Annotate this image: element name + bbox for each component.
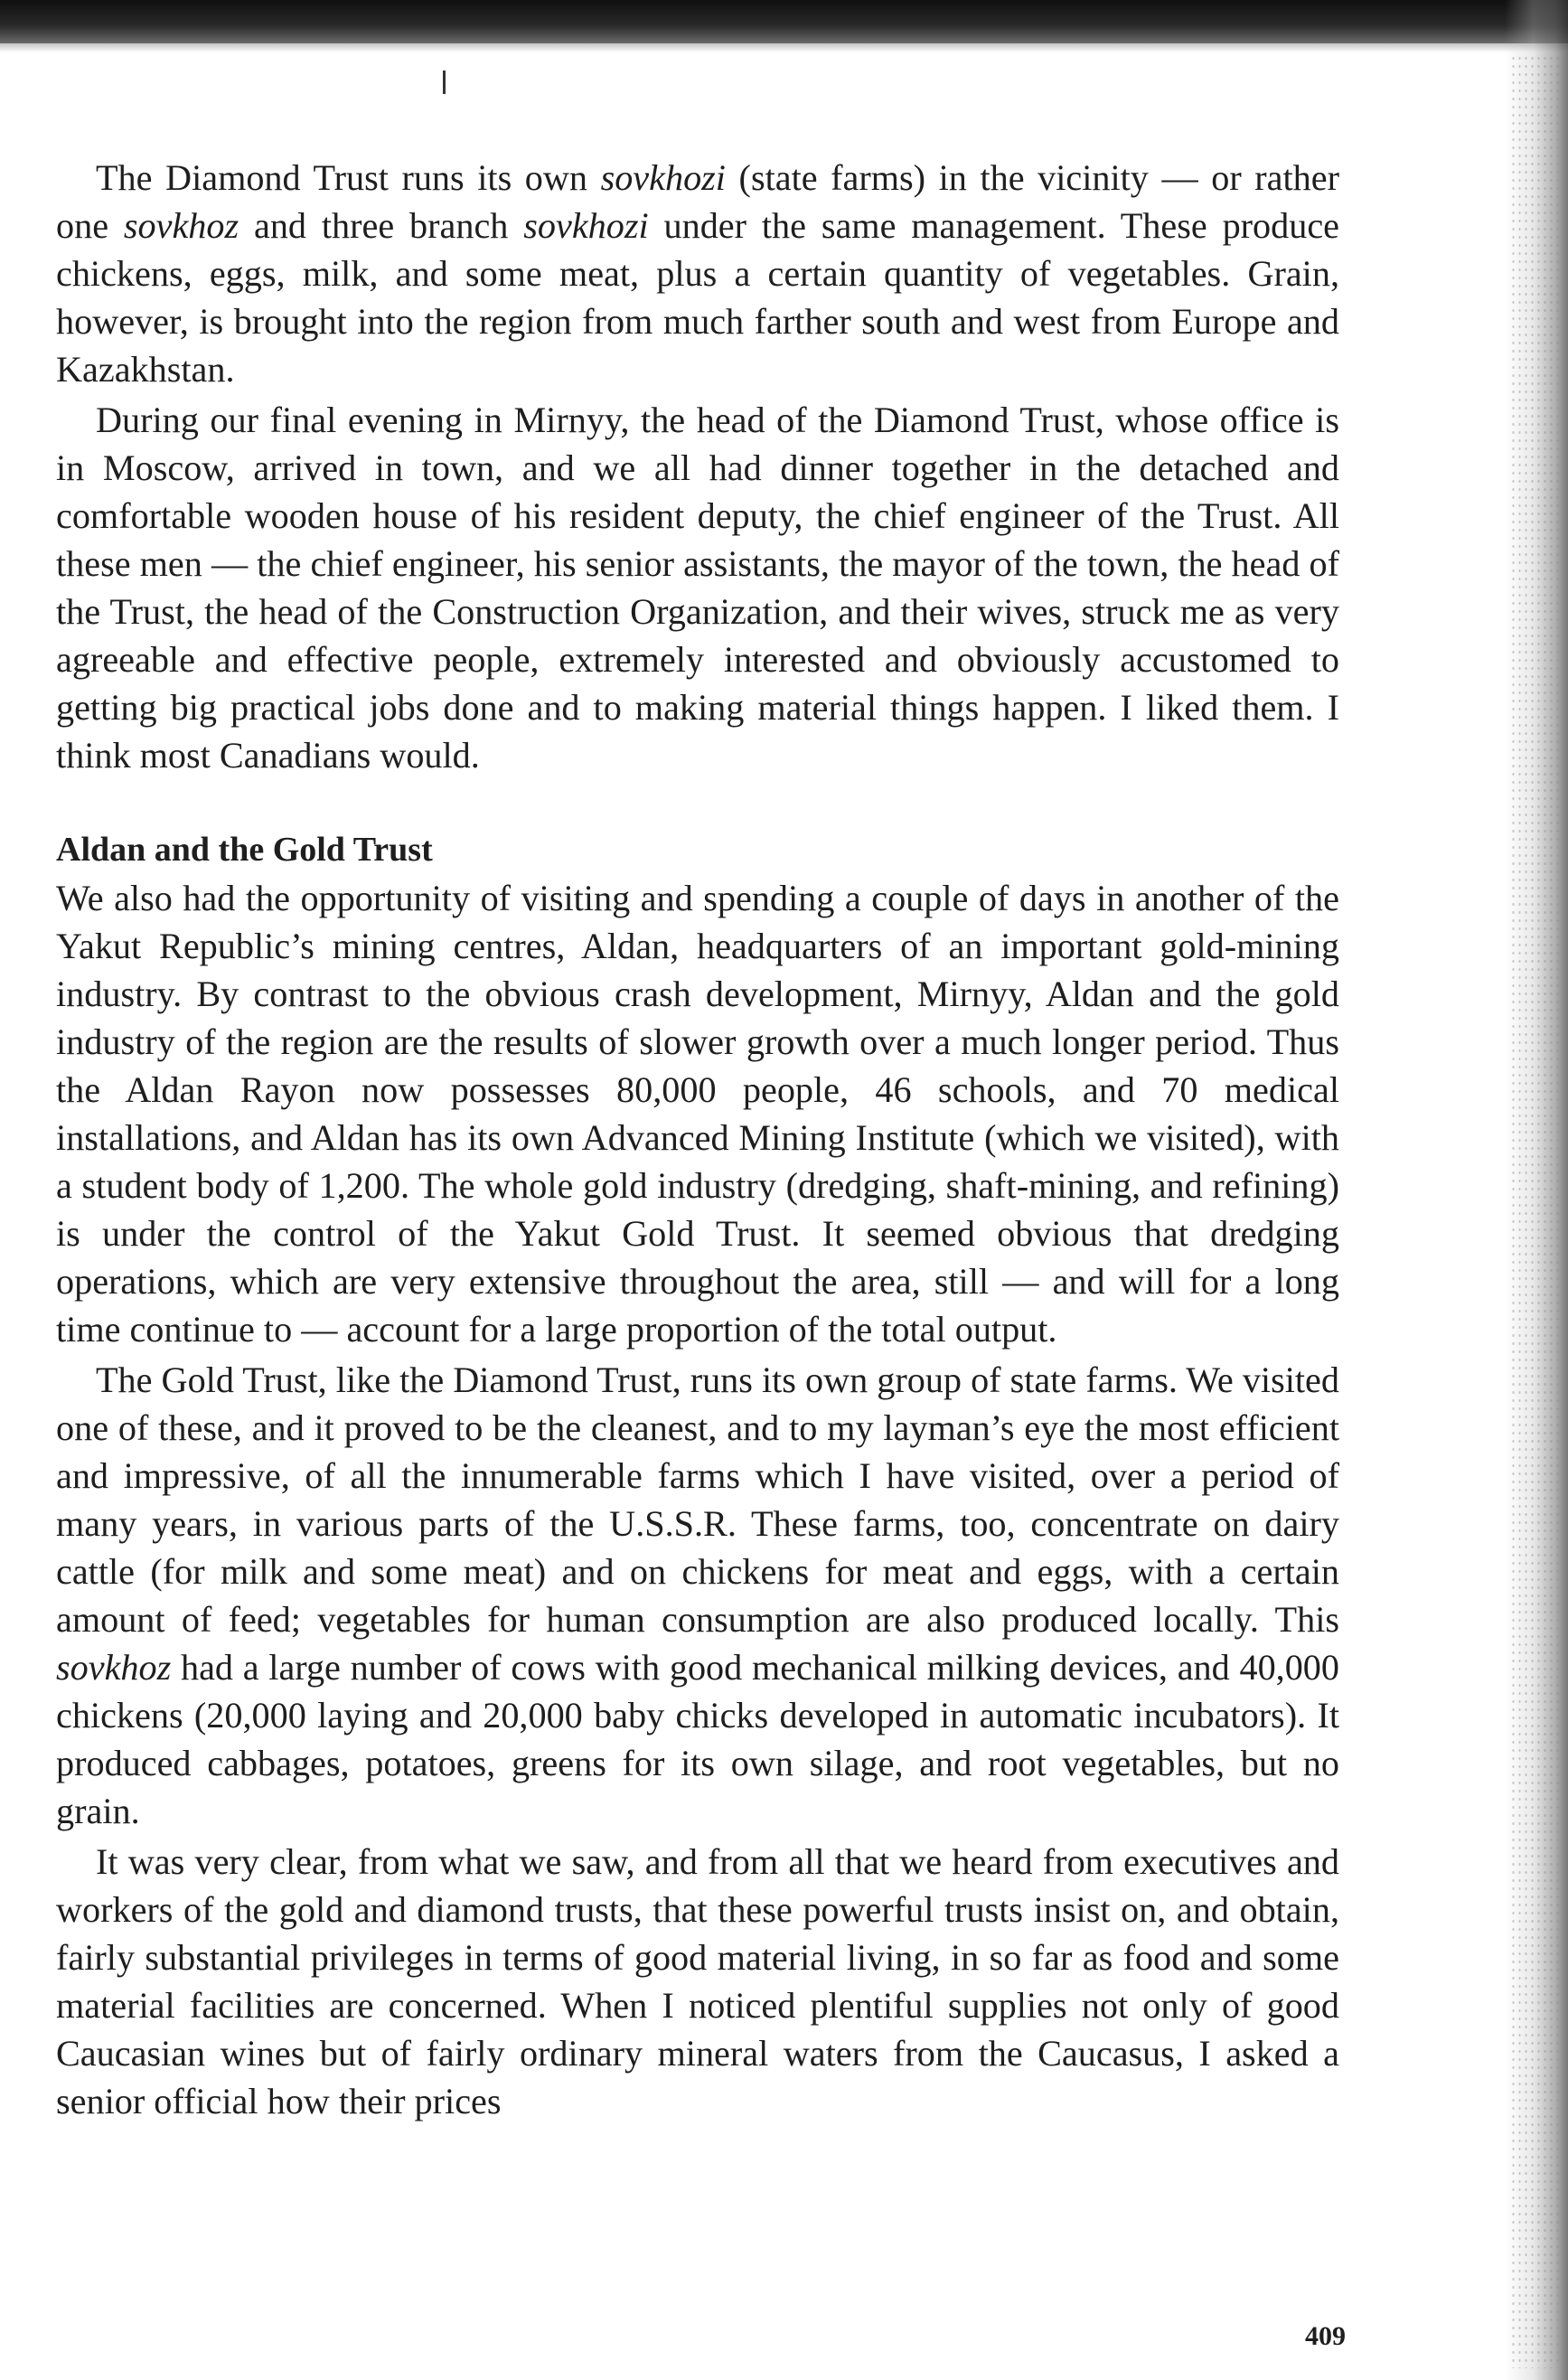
page-number: 409 (1305, 2321, 1346, 2351)
text-run: under the same management. These produce chickens, eggs, milk, and some meat, plus a certain quantity of vegetables. Grain, however, is brought into the region from much farther south and west from Europe and Kazakhstan. (56, 205, 1339, 390)
scan-speckle-noise (1510, 54, 1561, 2368)
section-heading: Aldan and the Gold Trust (56, 831, 433, 869)
scan-mark (443, 71, 446, 94)
paragraph-aldan-visit: We also had the opportunity of visiting and spending a couple of days in another of the Yakut Republic’s mining centres, Aldan, headquarters of an important gold-mining industry. By contrast to the obvious crash development, Mirnyy, Aldan and the gold industry of the region are the results of slower growth over a much longer period. Thus the Aldan Rayon now possesses 80,000 people, 46 schools, and 70 medical installations, and Aldan has its own Advanced Mining Institute (which we visited), with a student body of 1,200. The whole gold industry (dredging, shaft-mining, and refining) is under the control of the Yakut Gold Trust. It seemed obvious that dredging operations, which are very extensive throughout the area, still — and will for a long time continue to — account for a large proportion of the total output. (56, 878, 1339, 1350)
italic-term: sovkhozi (523, 205, 649, 246)
text-run: had a large number of cows with good mechanical milking devices, and 40,000 chickens (20,000 laying and 20,000 baby chicks developed in automatic incubators). It produced cabbages, potatoes, greens for its own silage, and root vegetables, but no grain. (56, 1647, 1339, 1831)
paragraph-final-evening-mirnyy: During our final evening in Mirnyy, the head of the Diamond Trust, whose office is in Moscow, arrived in town, and we all had dinner together in the detached and comfortable wooden house of his resident deputy, the chief engineer of the Trust. All these men — the chief engineer, his senior assistants, the mayor of the town, the head of the Trust, the head of the Construction Organization, and their wives, struck me as very agreeable and effective people, extremely interested and obviously accustomed to getting big practical jobs done and to making material things happen. I liked them. I think most Canadians would. (56, 400, 1339, 776)
paragraph-trust-privileges: It was very clear, from what we saw, and from all that we heard from executives and workers of the gold and diamond trusts, that these powerful trusts insist on, and obtain, fairly substantial privileges in terms of good material living, in so far as food and some material facilities are concerned. When I noticed plentiful supplies not only of good Caucasian wines but of fairly ordinary mineral waters from the Caucasus, I asked a senior official how their prices (56, 1841, 1339, 2121)
text-run: The Diamond Trust runs its own (96, 157, 601, 198)
scan-top-edge (0, 0, 1568, 43)
italic-term: sovkhozi (600, 157, 726, 198)
paragraph-gold-trust-farms (56, 1356, 1339, 1835)
text-run: The Gold Trust, like the Diamond Trust, runs its own group of state farms. We visited one of these, and it proved to be the cleanest, and to my layman’s eye the most efficient and impressive, of all the innumerable farms which I have visited, over a period of many years, in various parts of the U.S.S.R. These farms, too, concentrate on dairy cattle (for milk and some meat) and on chickens for meat and eggs, with a certain amount of feed; vegetables for human consumption are also produced locally. This (56, 1359, 1339, 1640)
italic-term: sovkhoz (123, 205, 239, 246)
paragraph-diamond-trust-farms (56, 154, 1339, 393)
text-run: and three branch (239, 205, 524, 246)
section-spacer (56, 779, 1339, 827)
book-page-text (56, 154, 1339, 2125)
text-run: (state farms) in the vicinity — or rather one (56, 157, 1339, 246)
italic-term: sovkhoz (56, 1647, 172, 1688)
